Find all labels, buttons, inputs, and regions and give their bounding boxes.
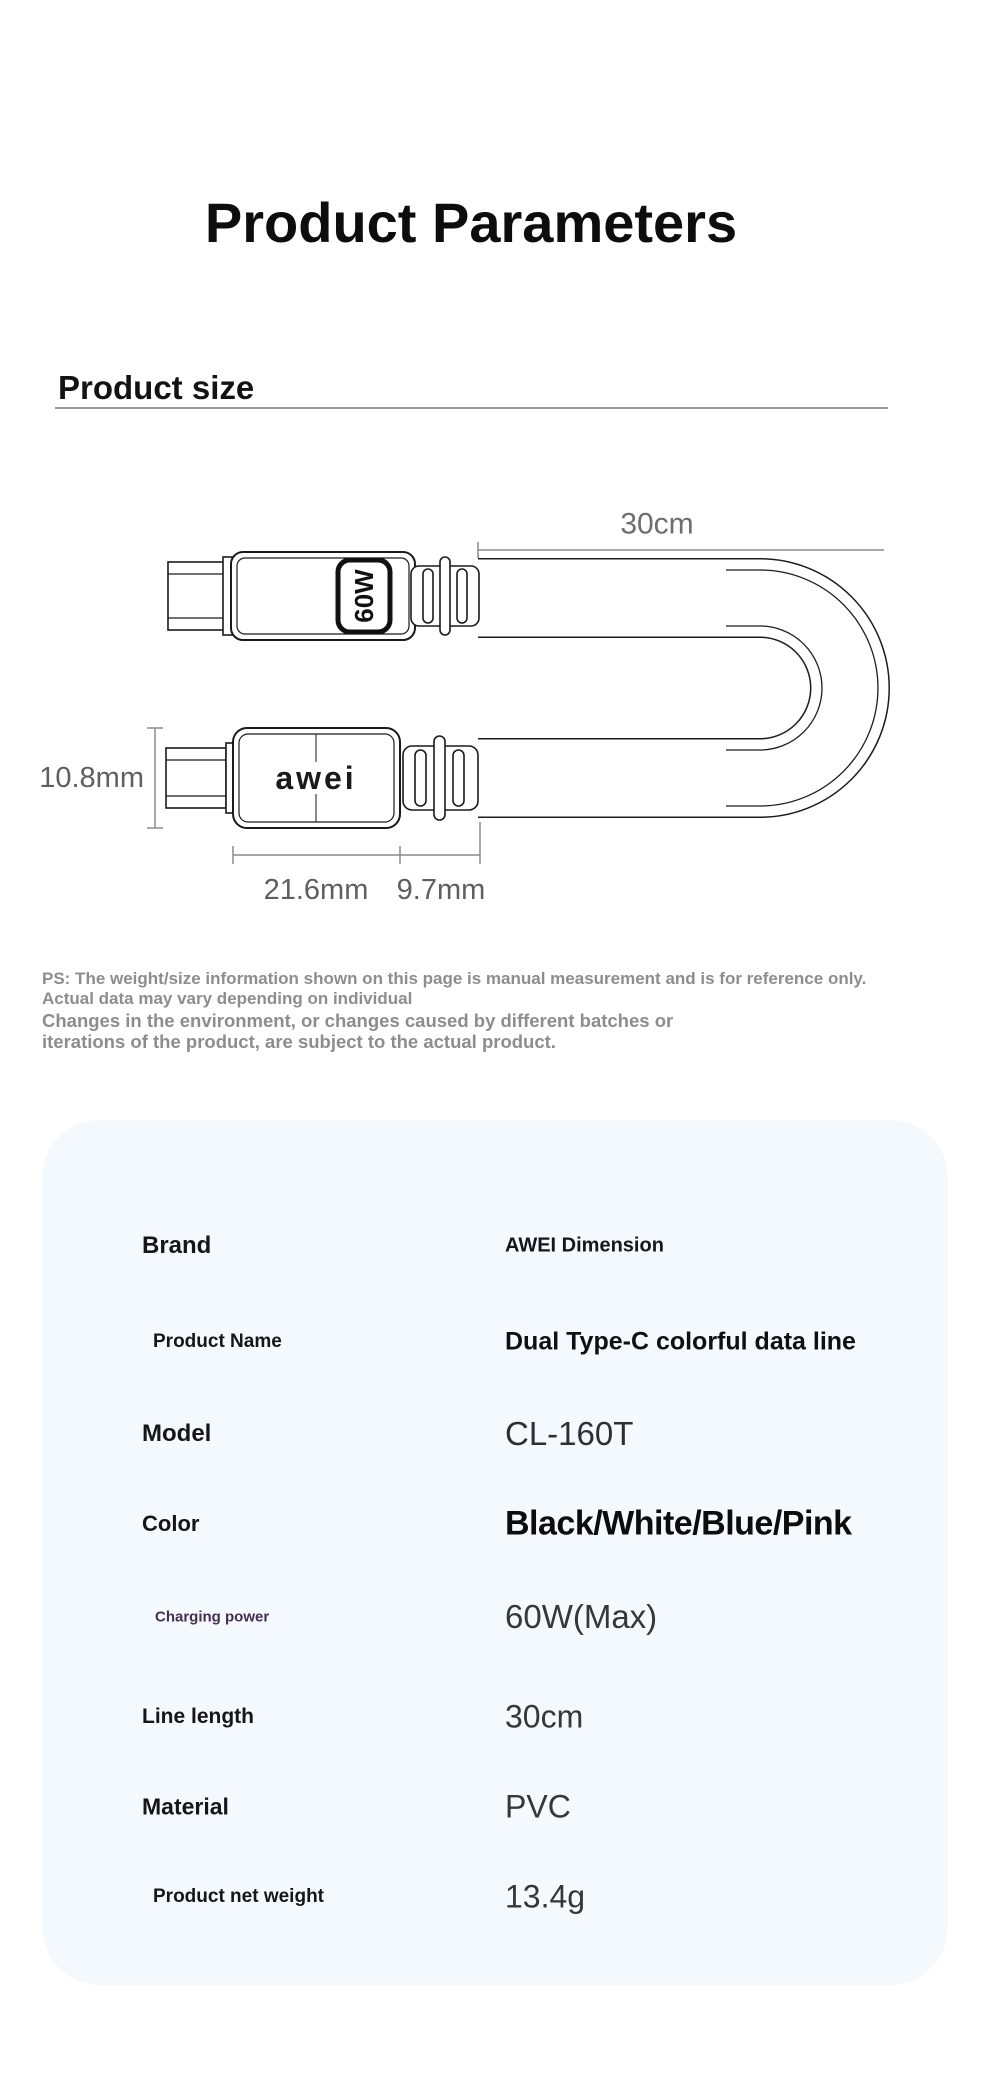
spec-card	[42, 1120, 948, 1985]
spec-value-charging-power: 60W(Max)	[505, 1598, 658, 1635]
spec-value-product-name: Dual Type-C colorful data line	[505, 1327, 856, 1356]
spec-label-charging-power: Charging power	[155, 1608, 270, 1626]
disclaimer-line-2: Changes in the environment, or changes caused by different batches or iterations of the product, are subject to the actual product.	[42, 1010, 674, 1052]
spec-value-net-weight: 13.4g	[505, 1878, 586, 1915]
cable-ribbon	[470, 570, 878, 806]
spec-label-net-weight: Product net weight	[153, 1886, 324, 1907]
spec-value-model: CL-160T	[505, 1415, 634, 1452]
top-connector	[168, 552, 479, 640]
power-badge-label: 60W	[349, 569, 379, 623]
height-label: 10.8mm	[39, 762, 144, 794]
length-label: 30cm	[620, 507, 694, 541]
brand-logo: awei	[275, 760, 357, 796]
top-plug-tip	[168, 562, 230, 630]
spec-label-line-length: Line length	[142, 1705, 254, 1728]
spec-value-brand: AWEI Dimension	[505, 1234, 664, 1257]
page-title: Product Parameters	[204, 190, 738, 254]
cable-dimension-diagram	[0, 460, 990, 940]
spec-value-color: Black/White/Blue/Pink	[505, 1504, 852, 1543]
spec-label-material: Material	[142, 1793, 229, 1820]
section-title: Product size	[58, 369, 255, 407]
disclaimer-line-1: PS: The weight/size information shown on this page is manual measurement and is for reference only. Actual data may vary depending on individual	[42, 969, 867, 1008]
neck-width-label: 9.7mm	[396, 874, 486, 906]
disclaimer	[42, 969, 872, 1052]
spec-label-model: Model	[142, 1420, 212, 1447]
spec-label-color: Color	[142, 1511, 200, 1536]
connector-width-label: 21.6mm	[263, 874, 369, 906]
spec-label-product-name: Product Name	[153, 1331, 282, 1352]
bottom-connector	[166, 728, 478, 828]
section-divider	[55, 407, 888, 409]
spec-value-material: PVC	[505, 1788, 571, 1825]
bottom-plug-tip	[166, 748, 226, 808]
spec-label-brand: Brand	[142, 1232, 212, 1259]
spec-value-line-length: 30cm	[505, 1698, 584, 1735]
